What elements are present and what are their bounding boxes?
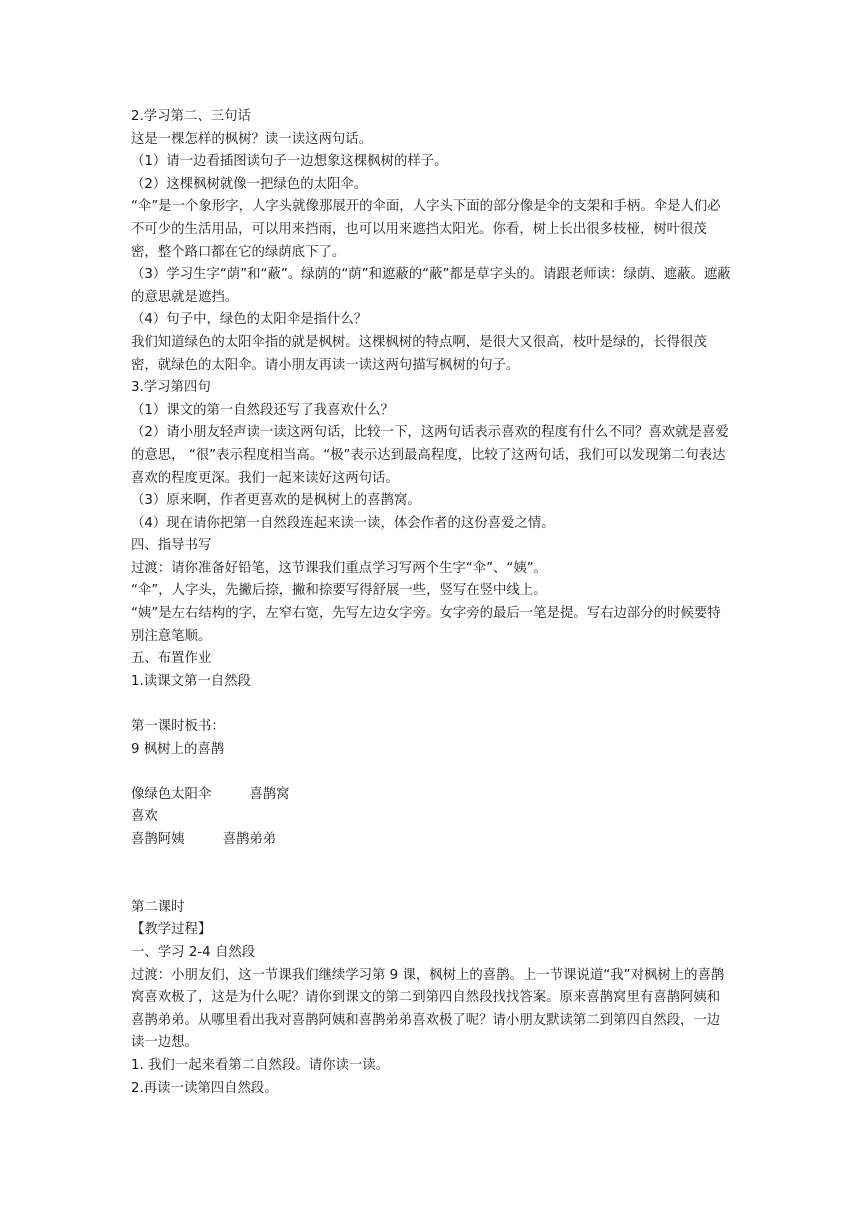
board-item: 喜欢 [131,809,158,825]
blank-line [131,693,731,716]
paragraph: （3）学习生字“荫”和“蔽”。绿荫的“荫”和遮蔽的“蔽”都是草字头的。请跟老师读：绿荫、遮蔽。遮蔽的意思就是遮挡。 [131,267,731,305]
blank-line [131,852,731,875]
blank-line [131,761,731,784]
text-line: 1. 我们一起来看第二自然段。请你读一读。 [131,1057,390,1073]
board-row [131,829,731,852]
text-line: 过渡：请你准备好铅笔，这节课我们重点学习写两个生字“伞”、“姨”。 [131,560,548,576]
text-line: 2.再读一读第四自然段。 [131,1080,278,1096]
heading-line: 一、学习 2-4 自然段 [131,944,256,960]
paragraph: “姨”是左右结构的字，左窄右宽，先写左边女字旁。女字旁的最后一笔是提。写右边部分的时候要特别注意笔顺。 [131,606,721,644]
paragraph: “伞”是一个象形字，人字头就像那展开的伞面，人字头下面的部分像是伞的支架和手柄。伞是人们必不可少的生活用品，可以用来挡雨，也可以用来遮挡太阳光。你看，树上长出很多枝桠，树叶很茂密，整个路口都在它的绿荫底下了。 [131,199,721,260]
text-line: （4）句子中，绿色的太阳伞是指什么？ [131,312,368,328]
paragraph: 过渡：小朋友们，这一节课我们继续学习第 9 课，枫树上的喜鹊。上一节课说道“我”对枫树上的喜鹊窝喜欢极了，这是为什么呢？请你到课文的第二到第四自然段找找答案。原来喜鹊窝里有喜鹊阿姨和喜鹊弟弟。从哪里看出我对喜鹊阿姨和喜鹊弟弟喜欢极了呢？请小朋友默读第二到第四自然段，一边读一边想。 [131,967,725,1051]
heading-line: 【教学过程】 [131,922,212,938]
text-line: 1.读课文第一自然段 [131,673,251,689]
heading-line: 四、指导书写 [131,538,212,554]
text-line: （1）请一边看插图读句子一边想象这棵枫树的样子。 [131,154,448,170]
text-line: （3）原来啊，作者更喜欢的是枫树上的喜鹊窝。 [131,493,421,509]
paragraph: 我们知道绿色的太阳伞指的就是枫树。这棵枫树的特点啊，是很大又很高，枝叶是绿的，长得很茂密，就绿色的太阳伞。请小朋友再读一读这两句描写枫树的句子。 [131,334,707,373]
paragraph: （2）请小朋友轻声读一读这两句话，比较一下，这两句话表示喜欢的程度有什么不同？喜欢就是喜爱的意思， “很”表示程度相当高。“极”表示达到最高程度，比较了这两句话，我们可以发现第二句表达喜欢的程度更深。我们一起来读好这两句话。 [131,425,729,486]
board-label: 第一课时板书： [131,719,225,735]
board-item: 喜鹊窝 [249,786,290,802]
text-line: （1）课文的第一自然段还写了我喜欢什么？ [131,402,394,418]
blank-line [131,874,731,897]
text-line: （2）这棵枫树就像一把绿色的太阳伞。 [131,176,368,192]
board-title: 9 枫树上的喜鹊 [131,741,225,757]
lesson-title: 第二课时 [131,899,185,915]
heading-line: 2.学习第二、三句话 [131,109,251,124]
board-item: 像绿色太阳伞 [131,786,212,802]
board-item: 喜鹊阿姨 [131,832,185,847]
text-line: “伞”，人字头，先撇后捺，撇和捺要写得舒展一些，竖写在竖中线上。 [131,583,547,599]
board-row [131,784,731,807]
text-line: （4）现在请你把第一自然段连起来读一读，体会作者的这份喜爱之情。 [131,515,555,531]
heading-line: 五、布置作业 [131,651,212,667]
board-item: 喜鹊弟弟 [222,832,277,847]
text-line: 这是一棵怎样的枫树？读一读这两句话。 [131,131,373,147]
document-body [131,106,731,1100]
heading-line: 3.学习第四句 [131,380,211,396]
